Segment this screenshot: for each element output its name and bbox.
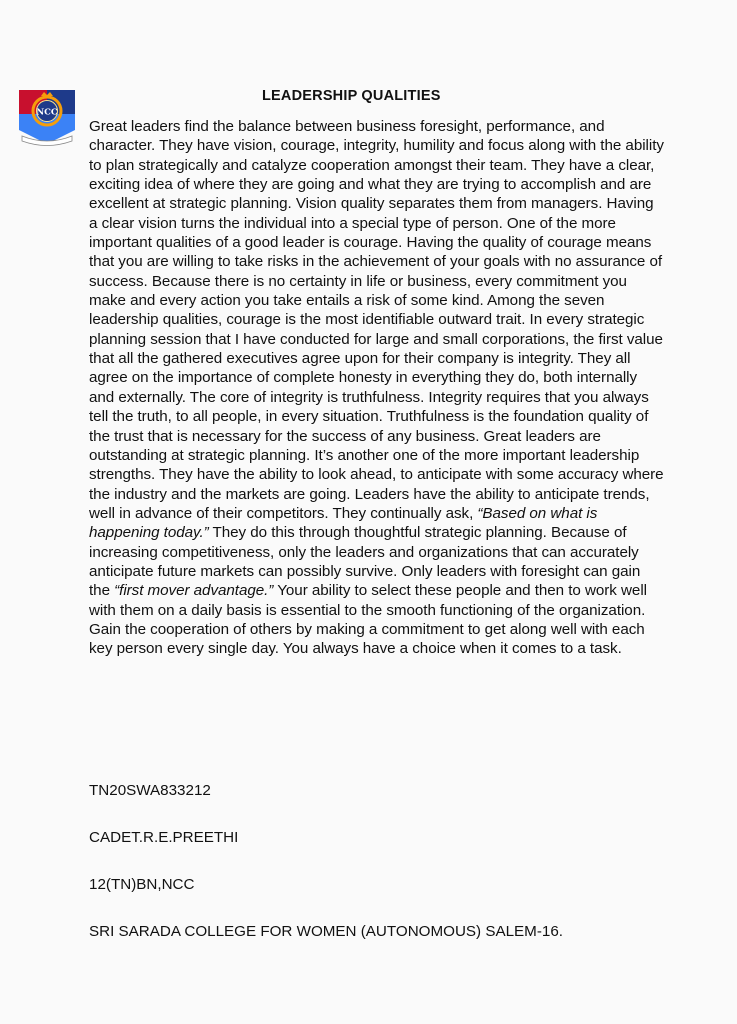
footer-cadet-name: CADET.R.E.PREETHI	[89, 829, 239, 846]
footer-college: SRI SARADA COLLEGE FOR WOMEN (AUTONOMOUS) SALEM-16.	[89, 923, 563, 940]
footer-battalion: 12(TN)BN,NCC	[89, 876, 195, 893]
body-quote-based-on: “Based on what is happening today.”	[89, 504, 598, 542]
body-text-part-1: Great leaders find the balance between business foresight, performance, and character. They have vision, courage, integrity, humility and focus along with the ability to plan strategically and catalyze cooperation amongst their team. They have a clear, exciting idea of where they are going and what they are trying to accomplish and are excellent at strategic planning. Vision quality separates them from managers. Having a clear vision turns the individual into a special type of person. One of the more important qualities of a good leader is courage. Having the quality of courage means that you are willing to take risks in the achievement of your goals with no assurance of success. Because there is no certainty in life or business, every commitment you make and every action you take entails a risk of some kind. Among the seven leadership qualities, courage is the most identifiable outward trait. In every strategic planning session that I have conducted for large and small corporations, the first value that all the gathered executives agree upon for their company is integrity. They all agree on the importance of complete honesty in everything they do, both internally and externally. The core of integrity is truthfulness. Integrity requires that you always tell the truth, to all people, in every situation. Truthfulness is the foundation quality of the trust that is necessary for the success of any business. Great leaders are outstanding at strategic planning. It’s another one of the more important leadership strengths. They have the ability to look ahead, to anticipate with some accuracy where the industry and the markets are going. Leaders have the ability to anticipate trends, well in advance of their competitors. They continually ask,	[89, 118, 664, 522]
document-title: LEADERSHIP QUALITIES	[262, 88, 441, 104]
ncc-emblem-svg	[16, 86, 78, 150]
body-text-part-2: They do this through thoughtful strategic planning. Because of increasing competitiveness, only the leaders and organizations that can accurately anticipate future markets can possibly survive. Only leaders with foresight can gain the	[89, 524, 641, 600]
document-body	[89, 117, 664, 659]
body-text-part-3: Your ability to select these people and then to work well with them on a daily basis is essential to the smooth functioning of the organization. Gain the cooperation of others by making a commitment to get along well with each key person every single day. You always have a choice when it comes to a task.	[89, 582, 647, 658]
ncc-emblem-letters: NCC	[36, 107, 58, 118]
ncc-emblem-icon	[16, 86, 78, 150]
footer-id-number: TN20SWA833212	[89, 782, 211, 799]
body-quote-first-mover: “first mover advantage.”	[114, 582, 274, 600]
